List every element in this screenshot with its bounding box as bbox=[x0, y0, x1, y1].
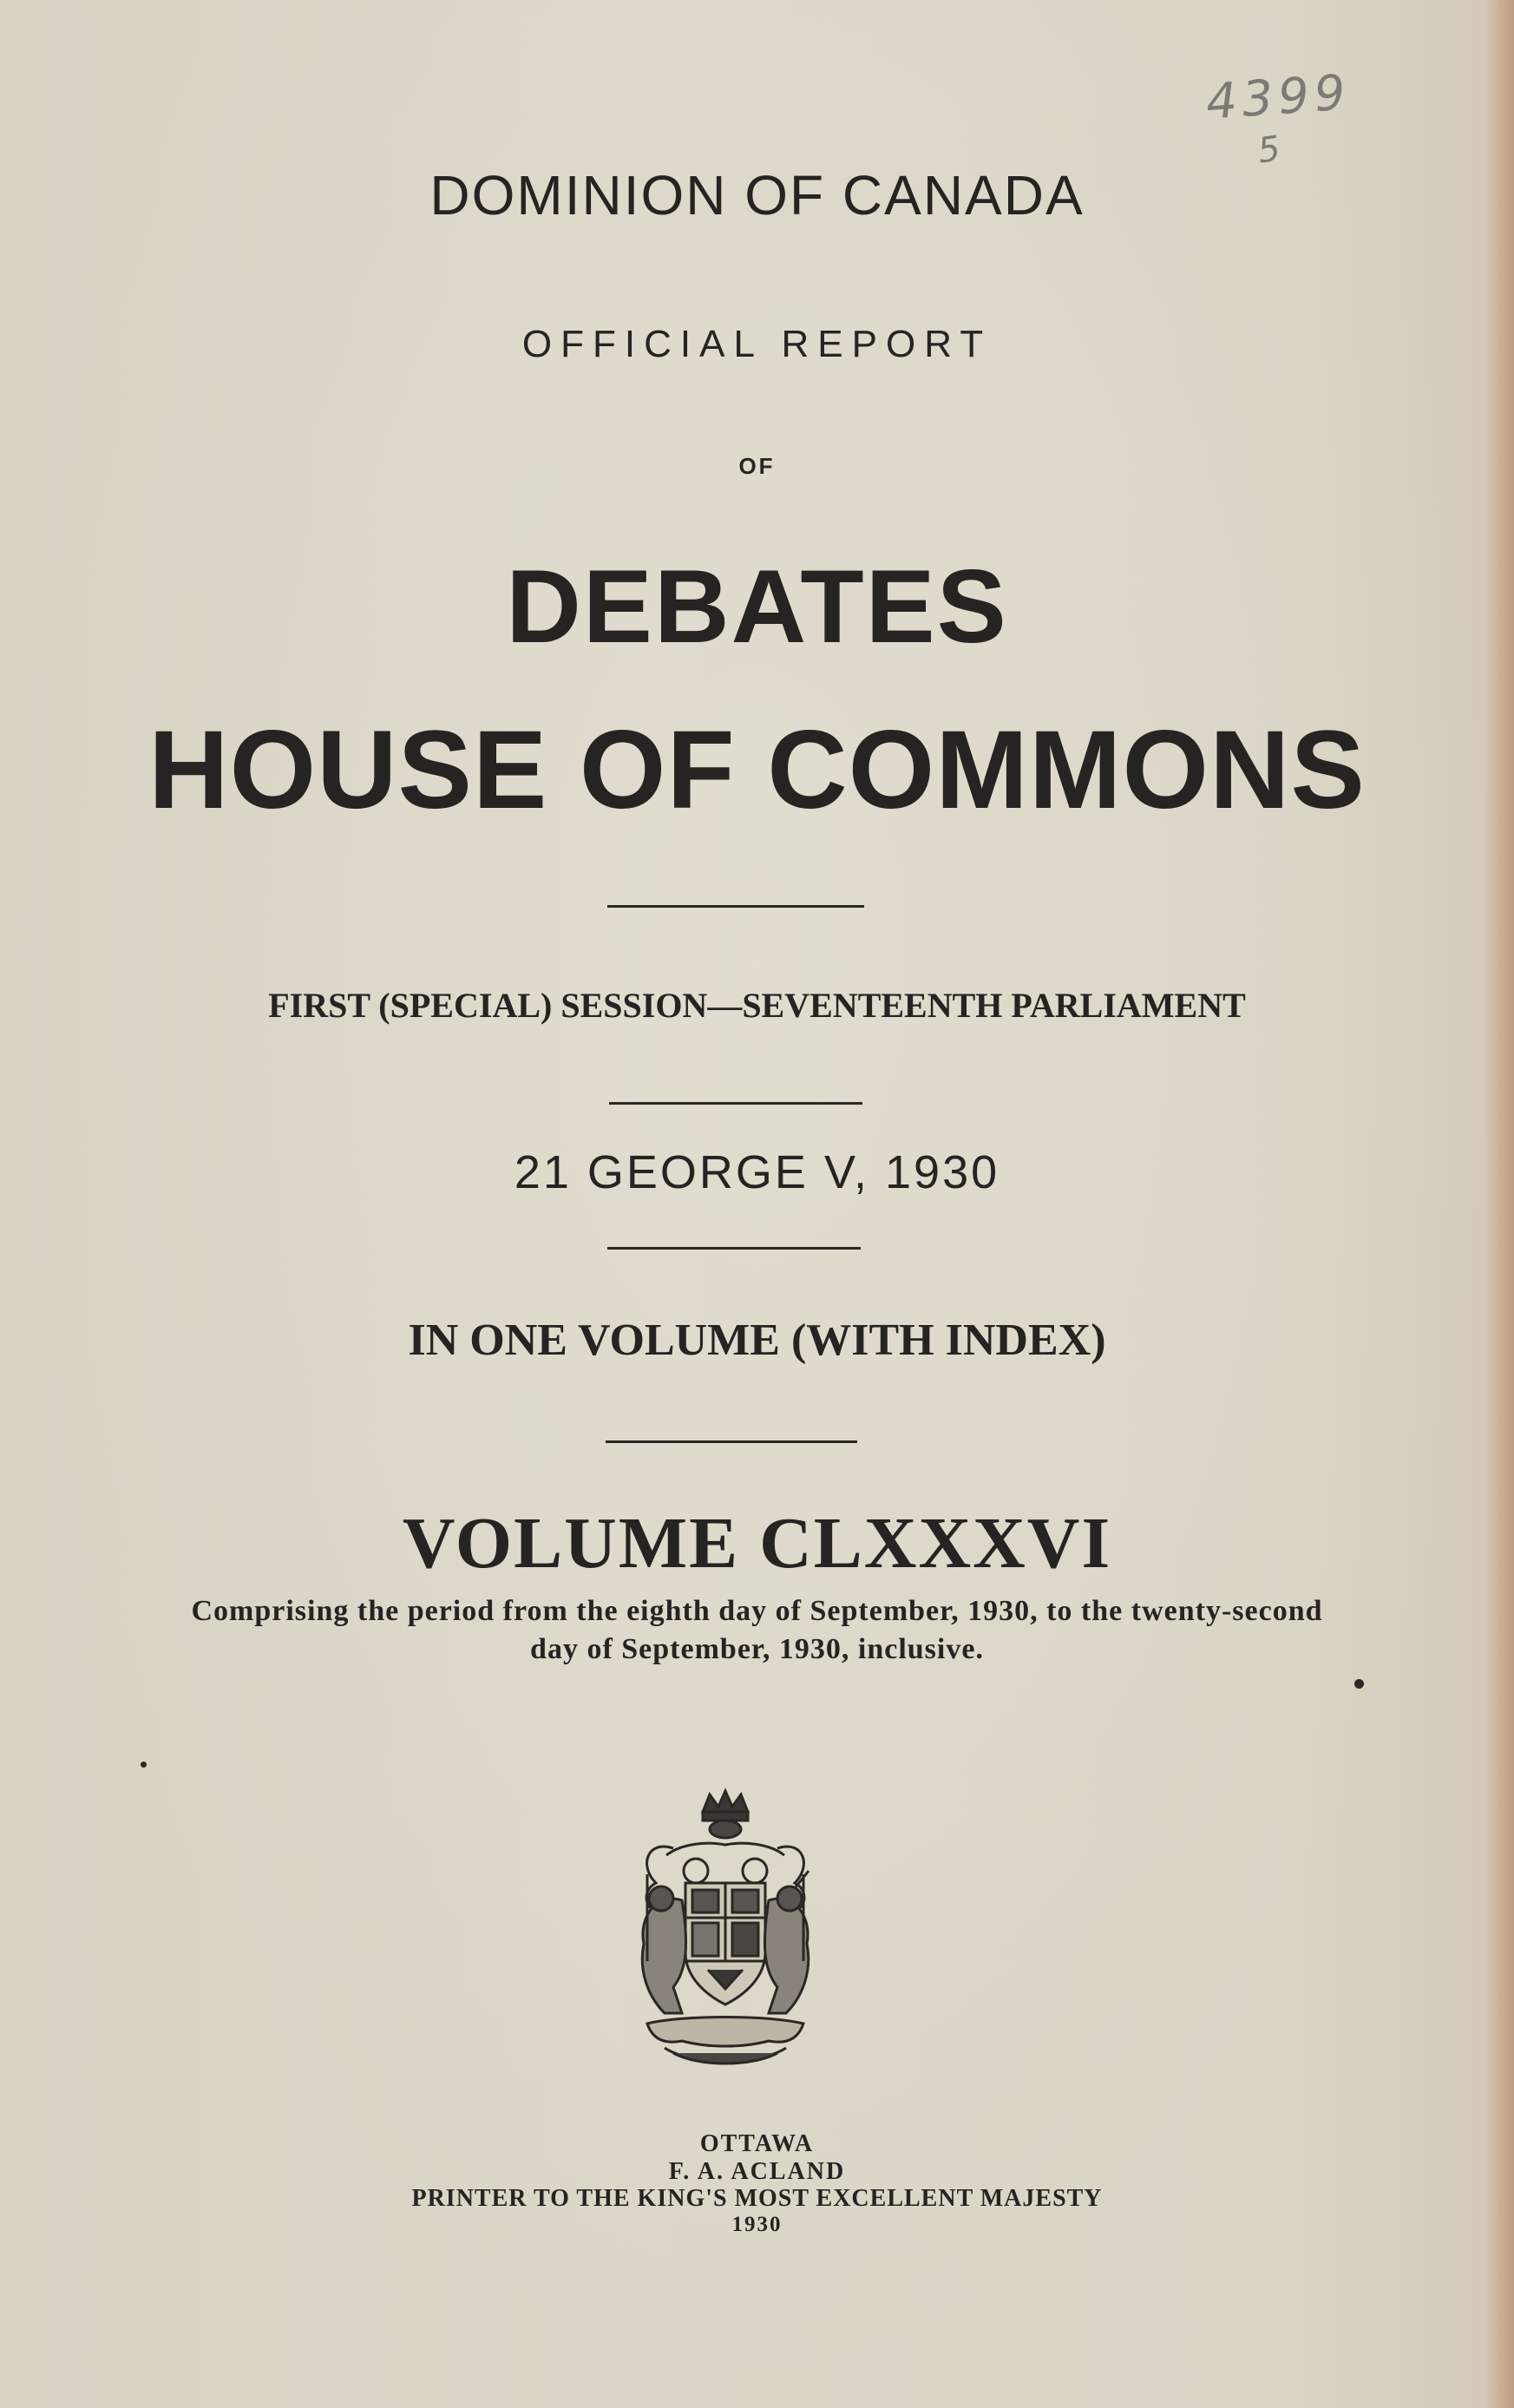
volumes-note: IN ONE VOLUME (WITH INDEX) bbox=[408, 1316, 1106, 1365]
handwritten-catalog-sub: 5 bbox=[1255, 128, 1283, 172]
divider-rule bbox=[609, 1102, 862, 1105]
handwritten-catalog-number: 4399 bbox=[1203, 64, 1353, 131]
report-heading: OFFICIAL REPORT bbox=[521, 323, 993, 365]
imprint-printer-title: PRINTER TO THE KING'S MOST EXCELLENT MAJESTY bbox=[411, 2185, 1103, 2212]
volume-number: VOLUME CLXXXVI bbox=[402, 1503, 1112, 1584]
ink-speck bbox=[1354, 1679, 1364, 1689]
session-description: FIRST (SPECIAL) SESSION—SEVENTEENTH PARLIAMENT bbox=[268, 986, 1246, 1025]
imprint-city: OTTAWA bbox=[699, 2130, 815, 2157]
divider-rule bbox=[607, 1247, 861, 1250]
volume-period-line-2: day of September, 1930, inclusive. bbox=[530, 1633, 984, 1665]
country-heading: DOMINION OF CANADA bbox=[429, 164, 1085, 226]
imprint-printer-name: F. A. ACLAND bbox=[668, 2158, 846, 2185]
title-house-of-commons: HOUSE OF COMMONS bbox=[148, 708, 1366, 832]
title-debates: DEBATES bbox=[506, 548, 1008, 665]
imprint-year: 1930 bbox=[731, 2213, 783, 2236]
ink-speck bbox=[141, 1762, 147, 1768]
divider-rule bbox=[607, 905, 864, 908]
divider-rule bbox=[606, 1440, 857, 1443]
of-connector: OF bbox=[738, 453, 776, 479]
regnal-year: 21 GEORGE V, 1930 bbox=[514, 1146, 1000, 1198]
volume-period-line-1: Comprising the period from the eighth day of September, 1930, to the twenty-second bbox=[191, 1595, 1323, 1627]
coat-of-arms-icon bbox=[613, 1788, 838, 2070]
